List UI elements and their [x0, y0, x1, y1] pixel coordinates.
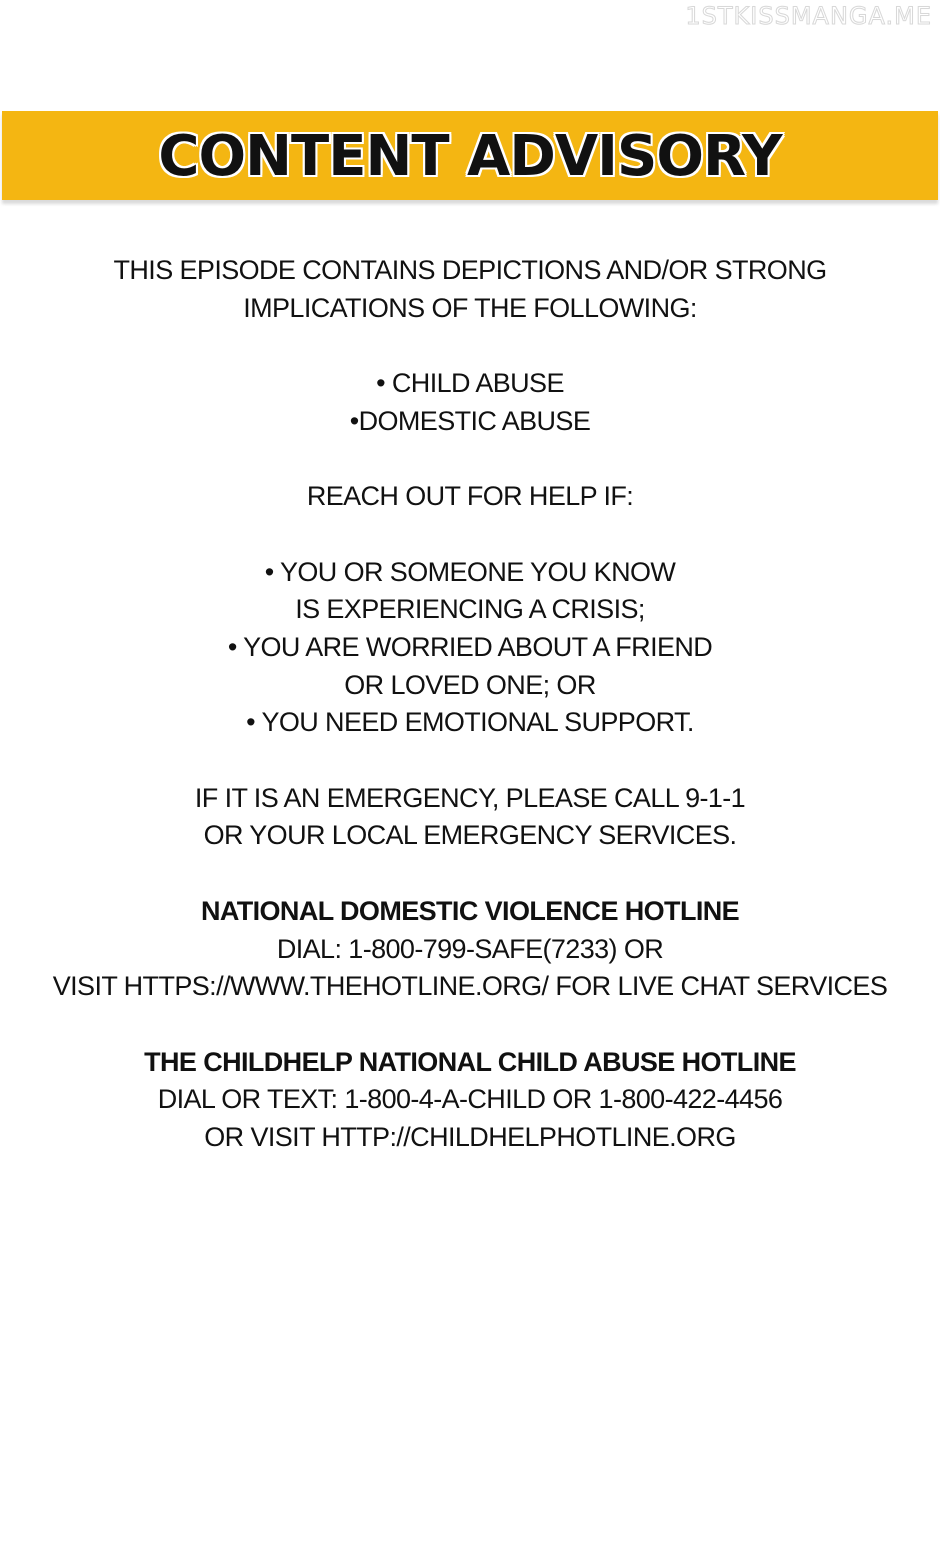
child-hotline-line: OR VISIT HTTP://CHILDHELPHOTLINE.ORG	[204, 1122, 736, 1153]
child-hotline-title: THE CHILDHELP NATIONAL CHILD ABUSE HOTLINE	[144, 1046, 796, 1077]
intro-line: THIS EPISODE CONTAINS DEPICTIONS AND/OR STRONG	[113, 255, 827, 285]
advisory-banner	[2, 111, 938, 200]
intro-line: IMPLICATIONS OF THE FOLLOWING:	[243, 292, 697, 323]
topic-item: •DOMESTIC ABUSE	[349, 405, 591, 436]
emergency-line: IF IT IS AN EMERGENCY, PLEASE CALL 9-1-1	[194, 782, 746, 813]
child-hotline-line: DIAL OR TEXT: 1-800-4-A-CHILD OR 1-800-422-4456	[157, 1084, 783, 1115]
watermark: 1STKISSMANGA.ME	[685, 2, 932, 30]
topic-item: • CHILD ABUSE	[376, 368, 564, 399]
dv-hotline-title: NATIONAL DOMESTIC VIOLENCE HOTLINE	[200, 895, 740, 926]
help-item: • YOU NEED EMOTIONAL SUPPORT.	[246, 707, 694, 738]
help-item: • YOU OR SOMEONE YOU KNOW	[264, 556, 676, 587]
help-heading: REACH OUT FOR HELP IF:	[306, 481, 634, 512]
help-item: • YOU ARE WORRIED ABOUT A FRIEND	[227, 631, 713, 662]
banner-title: CONTENT ADVISORY	[158, 123, 782, 189]
emergency-line: OR YOUR LOCAL EMERGENCY SERVICES.	[203, 820, 737, 851]
dv-hotline-line: VISIT HTTPS://WWW.THEHOTLINE.ORG/ FOR LIVE CHAT SERVICES	[52, 971, 888, 1002]
help-item: IS EXPERIENCING A CRISIS;	[295, 594, 645, 625]
dv-hotline-line: DIAL: 1-800-799-SAFE(7233) OR	[276, 933, 664, 964]
advisory-content	[0, 252, 940, 1157]
help-item: OR LOVED ONE; OR	[344, 669, 596, 700]
